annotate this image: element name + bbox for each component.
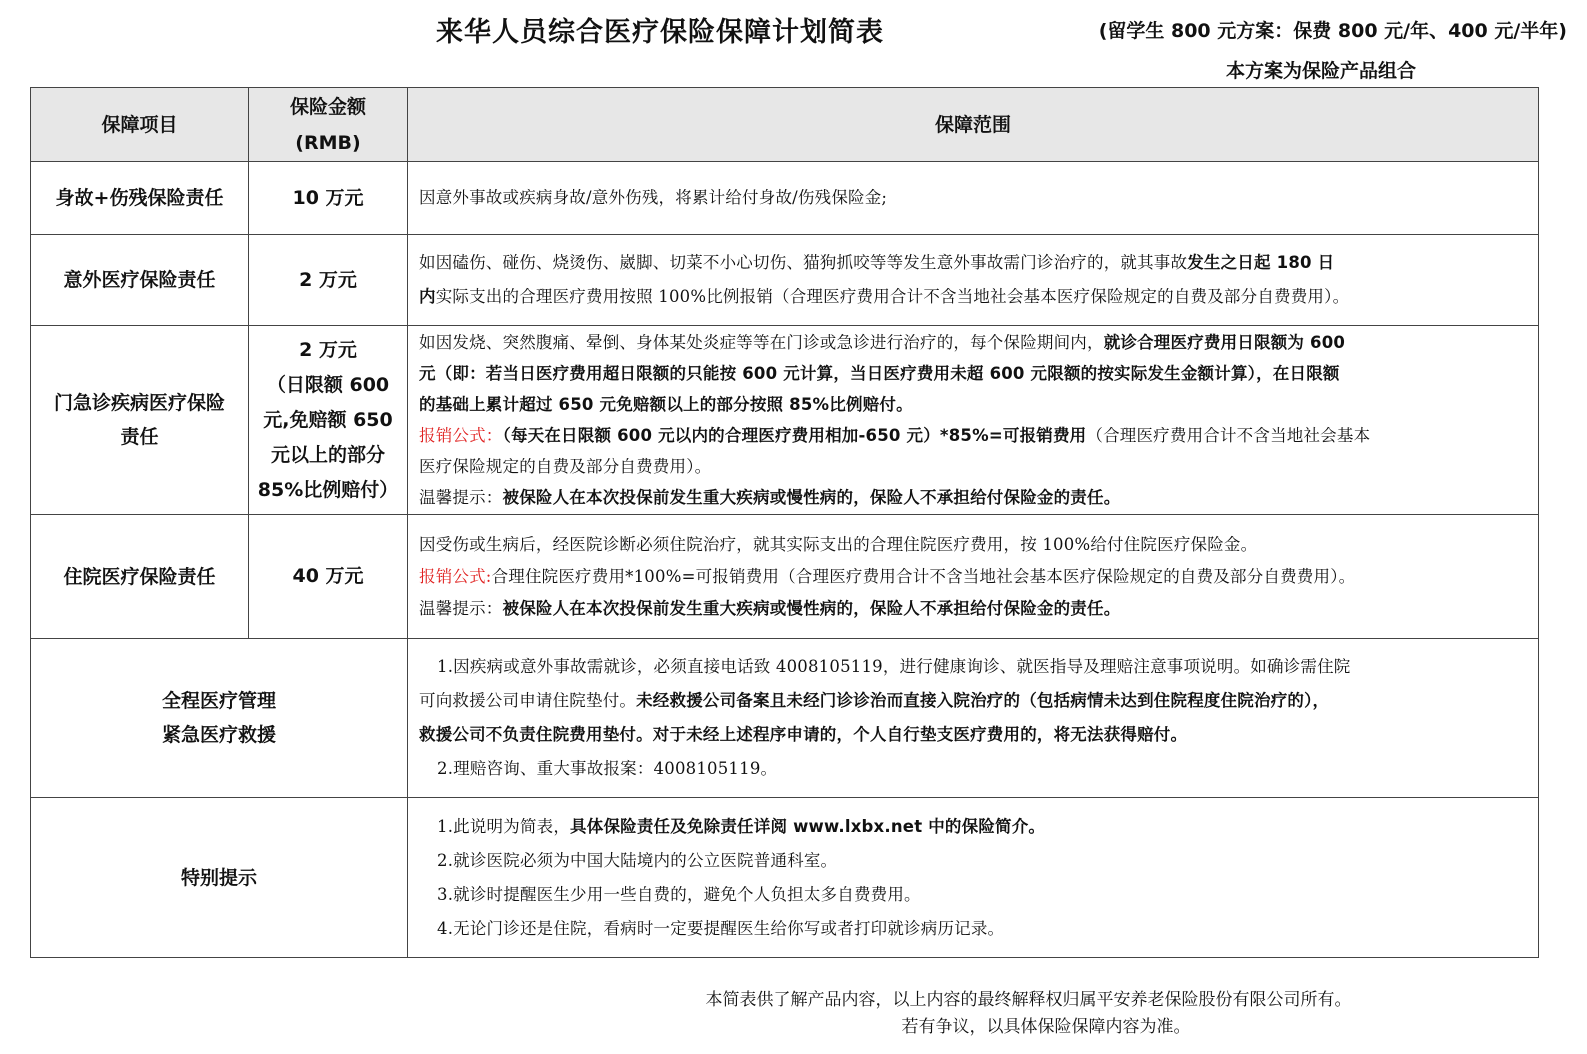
table-row [31,798,1539,958]
formula-label: 报销公式： [419,426,503,445]
scope-text: 4.无论门诊还是住院，看病时一定要提醒医生给你写或者打印就诊病历记录。 [437,918,1005,938]
formula-text: （每天在日限额 600 元以内的合理医疗费用相加-650 元）*85%=可报销费用 [502,426,1087,445]
scope-line [419,482,1528,513]
scope-text: 因受伤或生病后，经医院诊断必须住院治疗，就其实际支出的合理住院医疗费用，按 100%给付住院医疗保险金。 [419,534,1258,554]
amount-inpatient: 40 万元 [249,515,408,639]
scope-bold-text: 内 [419,287,436,306]
tip-label: 温馨提示： [419,488,503,507]
scope-text: （合理医疗费用合计不含当地社会基本 [1086,426,1371,445]
scope-outpatient [408,326,1539,515]
scope-line [419,561,1528,593]
tip-text: 被保险人在本次投保前发生重大疾病或慢性病的，保险人不承担给付保险金的责任。 [502,488,1121,507]
amount-death-disability: 10 万元 [249,162,408,235]
scope-accident-medical [408,235,1539,326]
scope-text: 医疗保险规定的自费及部分自费费用）。 [419,457,712,476]
scope-special-notes [408,798,1539,958]
coverage-item-special-notes: 特别提示 [31,798,408,958]
scope-text: 因意外事故或疾病身故/意外伤残，将累计给付身故/伤残保险金; [419,188,888,207]
amount-line: （日限额 600 [266,373,390,396]
scope-line [419,810,1528,844]
scope-inpatient [408,515,1539,639]
scope-text: 如因发烧、突然腹痛、晕倒、身体某处炎症等等在门诊或急诊进行治疗的，每个保险期间内， [419,333,1104,352]
coverage-table [30,87,1539,958]
scope-line [419,327,1528,358]
scope-text: 1.此说明为简表， [437,816,571,836]
scope-line [419,684,1528,718]
coverage-item-outpatient [31,326,249,515]
table-header-row [31,88,1539,162]
amount-line: 85%比例赔付） [257,478,399,501]
table-row [31,162,1539,235]
scope-bold-line: 元（即：若当日医疗费用超日限额的只能按 600 元计算，当日医疗费用未超 600 元限额的按实际发生金额计算），在日限额 [419,364,1340,383]
formula-label: 报销公式: [419,566,492,586]
scope-line [419,593,1528,625]
product-combination-note: 本方案为保险产品组合 [1226,60,1417,82]
header-amount-line2: (RMB) [295,131,361,154]
header-amount-line1: 保险金额 [289,95,366,118]
scope-line [419,280,1528,314]
table-row [31,515,1539,639]
scope-text: 如因磕伤、碰伤、烧烫伤、崴脚、切菜不小心切伤、猫狗抓咬等等发生意外事故需门诊治疗的，就其事故 [419,253,1188,272]
item-line: 门急诊疾病医疗保险 [53,392,225,414]
scope-bold-text: 就诊合理医疗费用日限额为 600 [1103,333,1346,352]
header-coverage-item: 保障项目 [31,88,249,162]
footer-dispute-note: 若有争议，以具体保险保障内容为准。 [901,1017,1191,1037]
table-row [31,235,1539,326]
header-insured-amount [249,88,408,162]
scope-line [419,420,1528,451]
scope-death-disability [408,162,1539,235]
amount-line: 元,免赔额 650 [263,408,393,431]
scope-text: 1.因疾病或意外事故需就诊，必须直接电话致 4008105119，进行健康询诊、就医指导及理赔注意事项说明。如确诊需住院 [437,657,1351,676]
coverage-item-death-disability: 身故+伤残保险责任 [31,162,249,235]
scope-bold-line: 救援公司不负责住院费用垫付。对于未经上述程序申请的，个人自行垫支医疗费用的，将无法获得赔付。 [419,725,1188,744]
coverage-item-inpatient: 住院医疗保险责任 [31,515,249,639]
coverage-item-accident-medical: 意外医疗保险责任 [31,235,249,326]
scope-medical-management [408,639,1539,798]
scope-bold-text: 发生之日起 180 日 [1187,253,1335,272]
scope-text: 2.理赔咨询、重大事故报案：4008105119。 [437,759,778,778]
scope-bold-text: 具体保险责任及免除责任详阅 www.lxbx.net 中的保险简介。 [570,816,1046,836]
item-line: 紧急医疗救援 [161,724,276,746]
scope-bold-text: 未经救援公司备案且未经门诊诊治而直接入院治疗的（包括病情未达到住院程度住院治疗的）， [636,691,1330,710]
amount-line: 2 万元 [299,338,357,361]
footer-disclaimer: 本简表供了解产品内容，以上内容的最终解释权归属平安养老保险股份有限公司所有。 [705,990,1352,1010]
item-line: 全程医疗管理 [161,690,276,712]
scope-line [419,246,1528,280]
amount-accident-medical: 2 万元 [249,235,408,326]
coverage-item-medical-management [31,639,408,798]
scope-text: 3.就诊时提醒医生少用一些自费的，避免个人负担太多自费费用。 [437,884,921,904]
document-title: 来华人员综合医疗保险保障计划简表 [436,17,884,48]
scope-text: 实际支出的合理医疗费用按照 100%比例报销（合理医疗费用合计不含当地社会基本医疗保险规定的自费及部分自费费用）。 [435,287,1350,306]
plan-premium-note: (留学生 800 元方案：保费 800 元/年、400 元/半年) [1098,20,1567,42]
table-row [31,639,1539,798]
scope-text: 2.就诊医院必须为中国大陆境内的公立医院普通科室。 [437,850,838,870]
formula-text: 合理住院医疗费用*100%=可报销费用（合理医疗费用合计不含当地社会基本医疗保险规定的自费及部分自费费用）。 [491,566,1356,586]
scope-text: 可向救援公司申请住院垫付。 [419,691,637,710]
table-row [31,326,1539,515]
amount-outpatient [249,326,408,515]
amount-line: 元以上的部分 [270,443,385,466]
item-line: 责任 [120,426,159,448]
tip-text: 被保险人在本次投保前发生重大疾病或慢性病的，保险人不承担给付保险金的责任。 [502,598,1121,618]
scope-bold-line: 的基础上累计超过 650 元免赔额以上的部分按照 85%比例赔付。 [419,395,913,414]
tip-label: 温馨提示： [419,598,503,618]
header-coverage-scope: 保障范围 [408,88,1539,162]
